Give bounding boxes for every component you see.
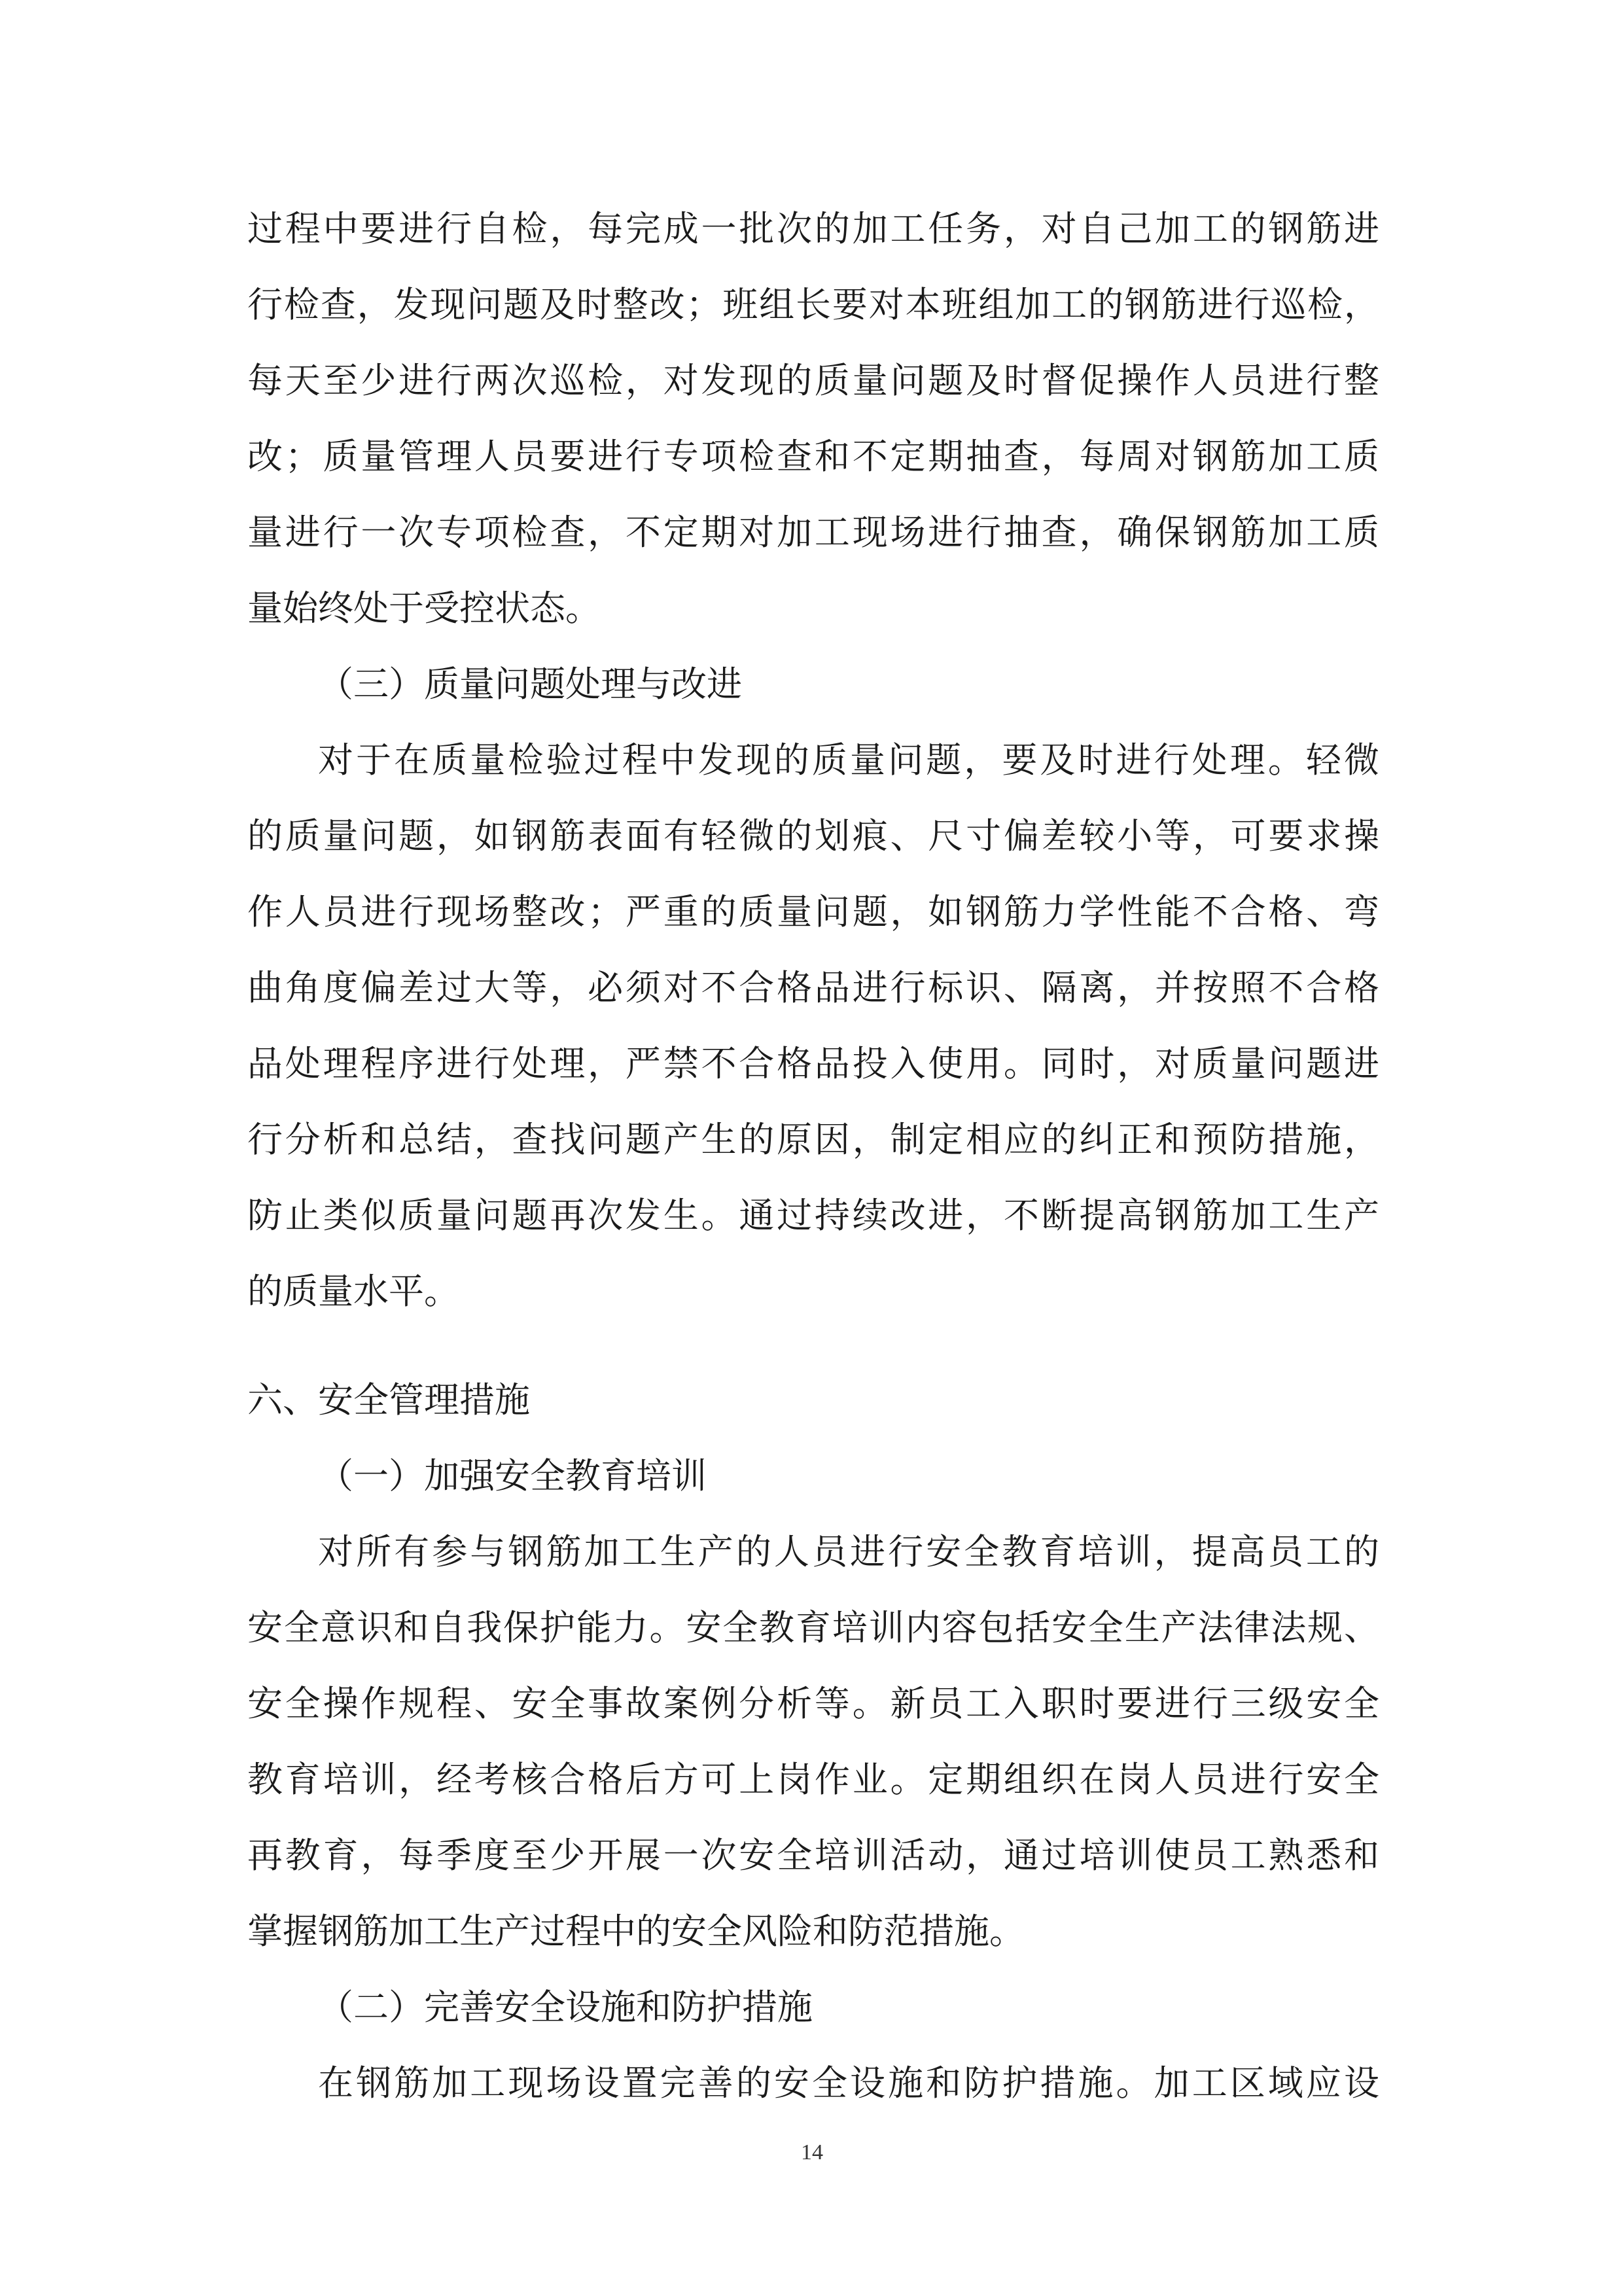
body-text-line: 教育培训，经考核合格后方可上岗作业。定期组织在岗人员进行安全 [247, 1759, 1379, 1800]
body-text-line: 量始终处于受控状态。 [247, 588, 601, 629]
body-text-line: 的质量水平。 [247, 1271, 459, 1312]
body-text-line: 曲角度偏差过大等，必须对不合格品进行标识、隔离，并按照不合格 [247, 967, 1379, 1008]
body-text-line: 品处理程序进行处理，严禁不合格品投入使用。同时，对质量问题进 [247, 1043, 1379, 1084]
page-number: 14 [801, 2140, 823, 2164]
body-text-line: 掌握钢筋加工生产过程中的安全风险和防范措施。 [247, 1911, 1025, 1952]
body-text-line: 行检查，发现问题及时整改；班组长要对本班组加工的钢筋进行巡检， [247, 284, 1379, 325]
body-text-line: 每天至少进行两次巡检，对发现的质量问题及时督促操作人员进行整 [247, 360, 1379, 401]
subsection-heading: （一）加强安全教育培训 [318, 1455, 707, 1496]
body-text-line: 在钢筋加工现场设置完善的安全设施和防护措施。加工区域应设 [318, 2062, 1379, 2104]
body-text-line: 安全意识和自我保护能力。安全教育培训内容包括安全生产法律法规、 [247, 1607, 1379, 1648]
body-text-line: 对所有参与钢筋加工生产的人员进行安全教育培训，提高员工的 [318, 1531, 1379, 1572]
body-text-line: 安全操作规程、安全事故案例分析等。新员工入职时要进行三级安全 [247, 1683, 1379, 1724]
body-text-line: 行分析和总结，查找问题产生的原因，制定相应的纠正和预防措施， [247, 1119, 1379, 1160]
body-text-line: 改；质量管理人员要进行专项检查和不定期抽查，每周对钢筋加工质 [247, 436, 1379, 477]
body-text-line: 的质量问题，如钢筋表面有轻微的划痕、尺寸偏差较小等，可要求操 [247, 815, 1379, 857]
subsection-heading: （三）质量问题处理与改进 [318, 663, 742, 705]
body-text-line: 对于在质量检验过程中发现的质量问题，要及时进行处理。轻微 [318, 739, 1379, 781]
subsection-heading: （二）完善安全设施和防护措施 [318, 1987, 813, 2028]
body-text-line: 过程中要进行自检，每完成一批次的加工任务，对自己加工的钢筋进 [247, 208, 1379, 249]
body-text-line: 作人员进行现场整改；严重的质量问题，如钢筋力学性能不合格、弯 [247, 891, 1379, 932]
section-heading: 六、安全管理措施 [247, 1379, 530, 1421]
body-text-line: 量进行一次专项检查，不定期对加工现场进行抽查，确保钢筋加工质 [247, 512, 1379, 553]
body-text-line: 防止类似质量问题再次发生。通过持续改进，不断提高钢筋加工生产 [247, 1195, 1379, 1236]
body-text-line: 再教育，每季度至少开展一次安全培训活动，通过培训使员工熟悉和 [247, 1835, 1379, 1876]
